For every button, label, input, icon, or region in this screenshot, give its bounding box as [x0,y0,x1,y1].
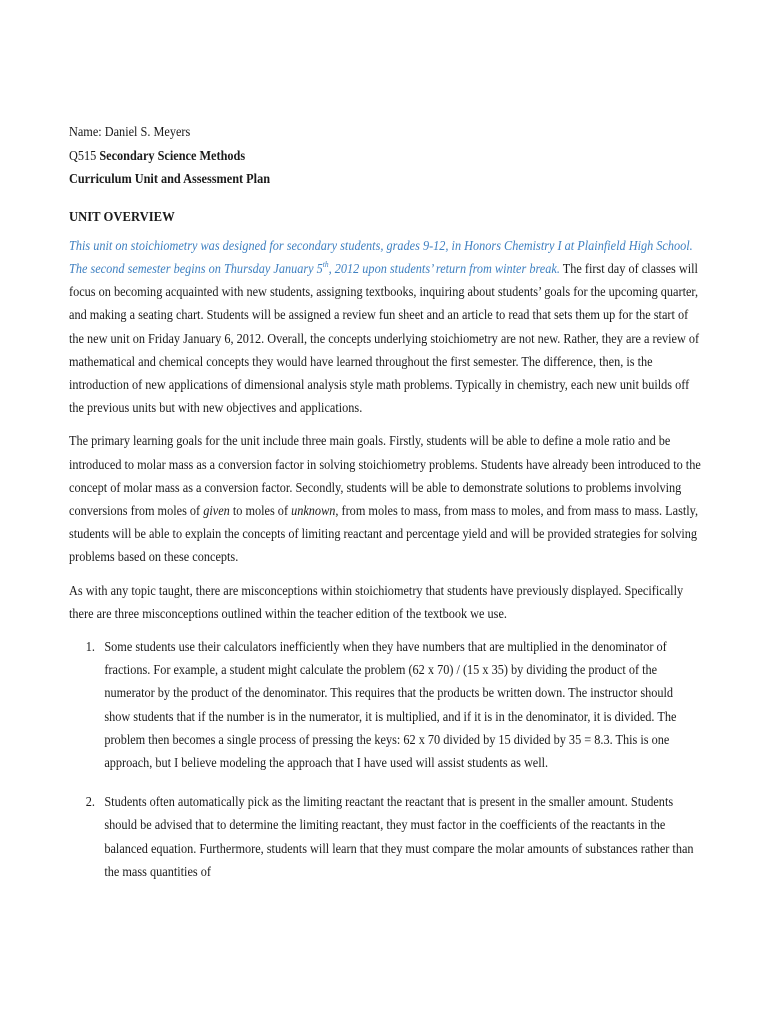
course-code: Q515 [69,147,100,163]
plan-title: Curriculum Unit and Assessment Plan [69,171,271,187]
list-number: 2. [85,794,95,810]
author-name: Name: Daniel S. Meyers [69,124,191,139]
paragraph-misconceptions: As with any topic taught, there are misconceptions within stoichiometry that students have previously displayed. Specifically there are three misconceptions outlined within the teacher edition of the textbook we use. [69,582,684,621]
document-body [69,120,701,899]
intro-text-b: , 2012 upon students’ return from winter break. [328,260,560,276]
list-item [69,790,701,883]
intro-text-a: This unit on stoichiometry was designed for secondary students, grades 9-12, in Honors Chemistry I at Plainfield High School. The second semester begins on Thursday January 5 [69,237,693,276]
paragraph-goals [69,429,701,568]
list-item [69,635,701,774]
paragraph-intro [69,234,701,420]
section-heading: UNIT OVERVIEW [69,208,175,224]
intro-rest: The first day of classes will focus on becoming acquainted with new students, assigning textbooks, inquiring about students’ goals for the upcoming quarter, and making a seating chart. Students will be assigned a review fun sheet and an article to read that sets them up for the start of the new unit on Friday January 6, 2012. Overall, the concepts underlying stoichiometry are not new. Rather, they are a review of mathematical and chemical concepts they would have learned throughout the first semester. The difference, then, is the introduction of new applications of dimensional analysis style math problems. Typically in chemistry, each new unit builds off the previous units but with new objectives and applications. [69,260,700,416]
goals-text-a: The primary learning goals for the unit include three main goals. Firstly, students will be able to define a mole ratio and be introduced to molar mass as a conversion factor in solving stoichiometry problems. Students have already been introduced to the concept of molar mass as a conversion factor. Secondly, students will be able to demonstrate solutions to problems involving conversions from moles of [69,433,701,519]
list-text: Students often automatically pick as the limiting reactant the reactant that is present in the smaller amount. Students should be advised that to determine the limiting reactant, they must factor in the coefficients of the reactants in the balanced equation. Furthermore, students will learn that they must compare the molar amounts of substances rather than the mass quantities of [104,794,694,879]
misconception-list [69,635,701,883]
goals-given: given [203,503,230,519]
goals-unknown: unknown [291,503,336,519]
list-number: 1. [85,639,95,655]
goals-text-b: to moles of [229,503,292,519]
goals-text-c: , from moles to mass, from mass to moles, and from mass to mass. Lastly, students will be able to explain the concepts of limiting reactant and percentage yield and will be provided strategies for solving problems based on these concepts. [69,503,699,565]
superscript: th [322,259,329,269]
list-text: Some students use their calculators inefficiently when they have numbers that are multiplied in the denominator of fractions. For example, a student might calculate the problem (62 x 70) / (15 x 35) by dividing the product of the numerator by the product of the denominator. This requires that the products be written down. The instructor should show students that if the number is in the numerator, it is multiplied, and if it is in the denominator, it is divided. The problem then becomes a single process of pressing the keys: 62 x 70 divided by 15 divided by 35 = 8.3. This is one approach, but I believe modeling the approach that I have used will assist students as well. [104,639,677,771]
course-title: Secondary Science Methods [99,147,246,163]
course-line [69,144,701,168]
